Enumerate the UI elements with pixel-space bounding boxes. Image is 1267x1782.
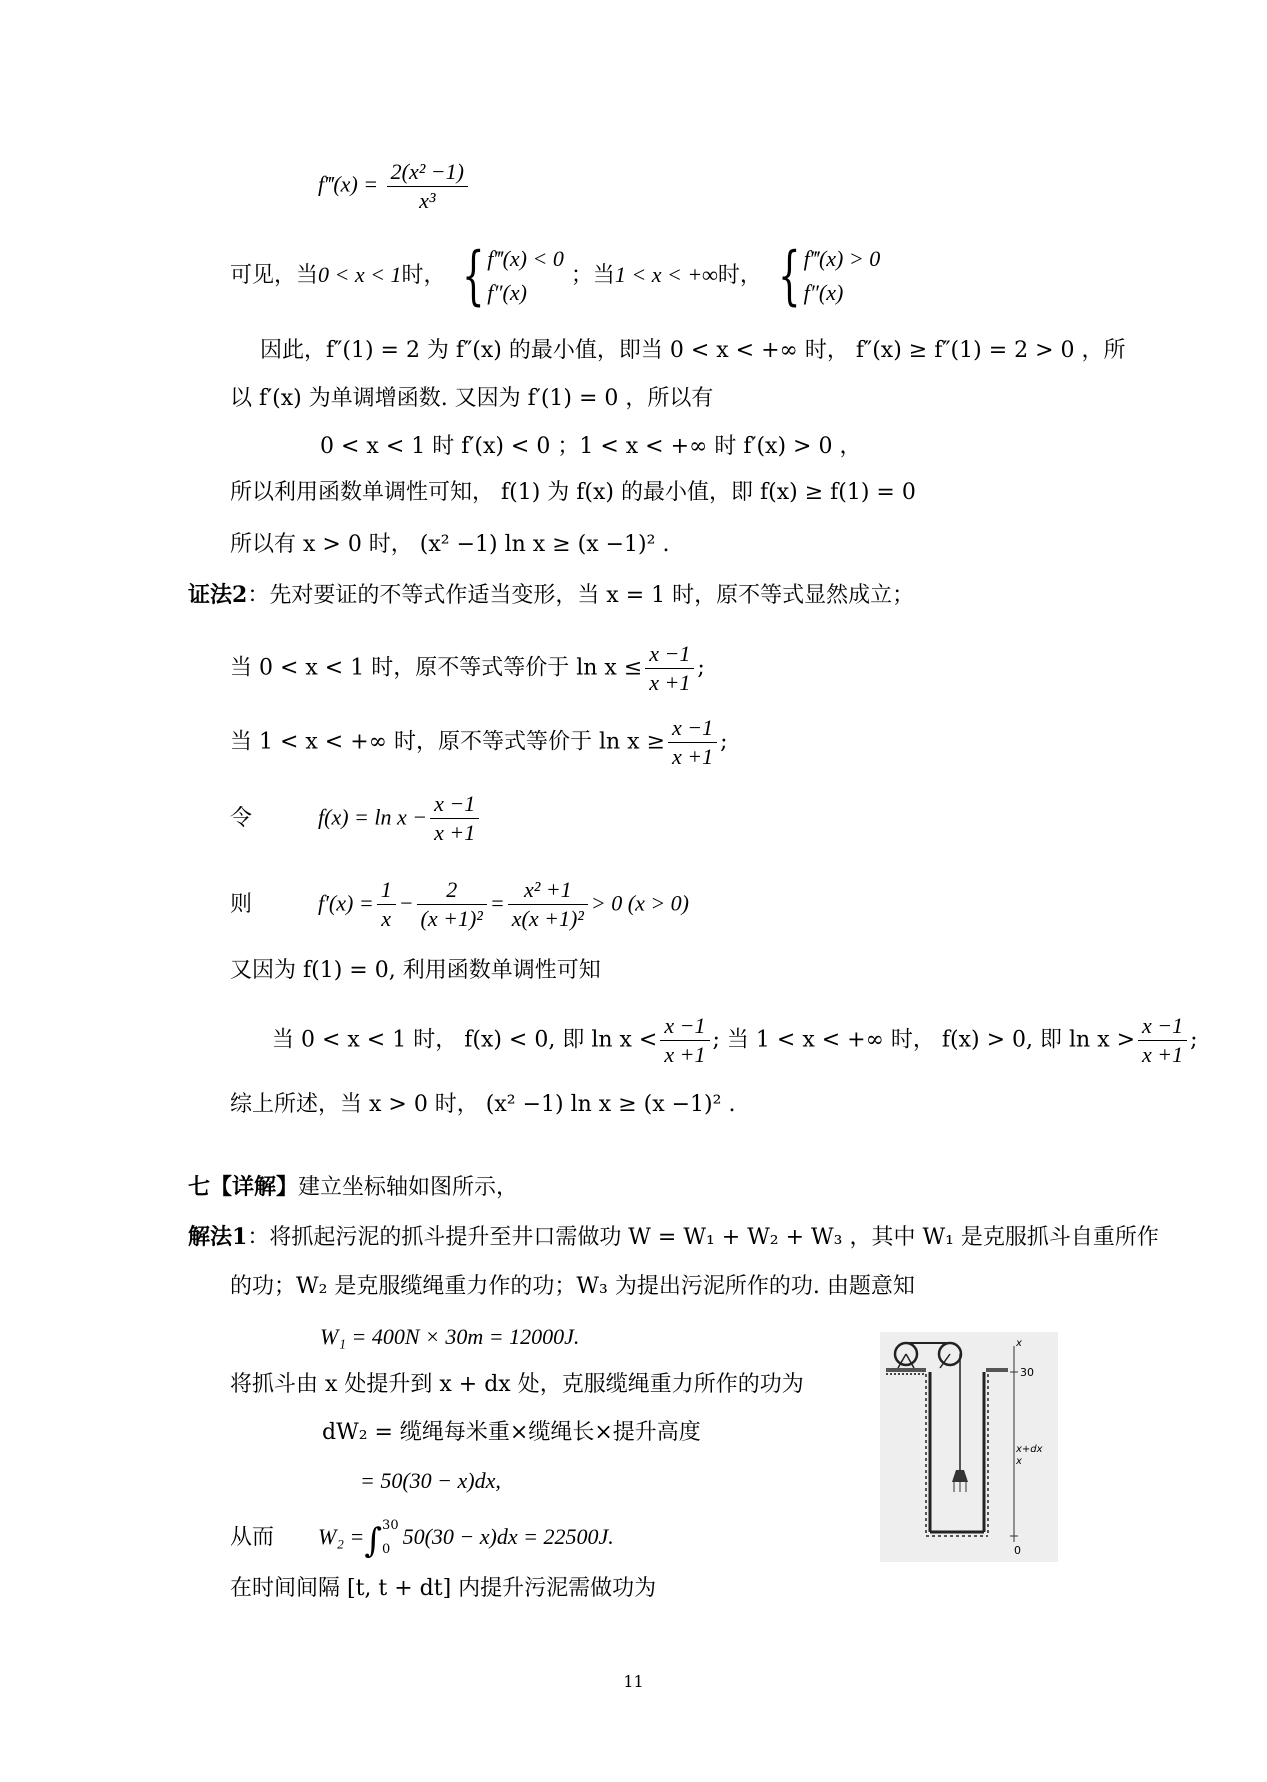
proof2-text: ：先对要证的不等式作适当变形，当 x = 1 时，原不等式显然成立； [247,583,915,608]
proof2-label: 证法2 [188,582,248,608]
figure-label-xdx: x+dx [1016,1444,1043,1455]
formula-f3-numerator: 2(x² −1) [387,158,468,187]
visible-cond1: 0 < x < 1 [318,262,402,287]
hence-line [230,1518,614,1561]
interval-line: 在时间间隔 [t, t + dt] 内提升污泥需做功为 [230,1576,657,1601]
case1-num: x −1 [645,640,694,669]
visible-cond2: 1 < x < +∞ [614,262,718,287]
formula-f3-denominator: x³ [419,188,436,213]
when-num-1: x −1 [660,1012,709,1041]
proof2-line [188,580,914,611]
therefore-line-1: 因此，f″(1) = 2 为 f″(x) 的最小值，即当 0 < x < +∞ 时， f″(x) ≥ f″(1) = 2 > 0 ，所 [260,338,1126,363]
system-1-line-b: f″(x) [487,280,527,305]
then-label: 则 [230,891,253,917]
dw2-line: dW₂ = 缆绳每米重×缆绳长×提升高度 [322,1420,701,1445]
visible-mid: 时， [401,263,446,288]
when-num-2: x −1 [1138,1012,1187,1041]
system-2-line-b: f″(x) [803,280,844,305]
sol1-cont: 的功；W₂ 是克服缆绳重力作的功；W₃ 为提出污泥所作的功. 由题意知 [230,1274,915,1299]
formula-f3-lhs: f‴(x) = [318,171,379,197]
case1-den: x +1 [649,670,691,695]
when-line [272,1012,1198,1069]
formula-f3 [318,158,471,215]
when-semicolon: ; [1190,1027,1198,1053]
case2-line [230,714,728,771]
then-tail: > 0 (x > 0) [590,890,689,916]
summary-line: 综上所述，当 x > 0 时， (x² −1) ln x ≥ (x −1)² . [230,1092,736,1117]
page-number: 11 [623,1672,644,1691]
when-b: ; 当 1 < x < +∞ 时， f(x) > 0, 即 ln x > [712,1027,1136,1053]
case2-num: x −1 [668,714,717,743]
let-expr: f(x) = ln x − [318,804,428,830]
let-label: 令 [230,805,253,831]
sol1-label: 解法1 [188,1224,248,1250]
visible-mid2: 时， [717,263,762,288]
then-f3-den: x(x +1)² [511,906,584,931]
w2-lhs: W₂ = [318,1524,365,1549]
when-den-1: x +1 [664,1042,706,1067]
q7-label: 七【详解】 [188,1174,299,1200]
case1-semicolon: ; [697,655,705,681]
sol1-line [188,1222,1159,1253]
then-f1-num: 1 [377,876,396,905]
then-f2-num: 2 [417,876,487,905]
system-1-line-a: f‴(x) < 0 [487,246,564,271]
system-2-line-a: f‴(x) > 0 [803,246,881,271]
then-f2-den: (x +1)² [420,906,483,931]
then-f1-den: x [381,906,392,931]
w1-line: W₁ = 400N × 30m = 12000J. [320,1324,580,1349]
well-diagram [880,1332,1058,1562]
lift-line: 将抓斗由 x 处提升到 x + dx 处，克服缆绳重力所作的功为 [230,1372,804,1397]
let-den: x +1 [434,820,476,845]
integral-sign-icon: ∫ [364,1521,383,1561]
figure-label-zero: 0 [1014,1544,1021,1557]
again-line: 又因为 f(1) = 0, 利用函数单调性可知 [230,958,601,983]
monotone-line: 所以利用函数单调性可知， f(1) 为 f(x) 的最小值，即 f(x) ≥ f(1) = 0 [230,480,916,505]
visible-line [230,239,881,313]
then-line: 则 f′(x) = $\frac{1}{x}$ − $\frac{2}{\text{(x +1)²}}$ = $\frac{\text{x² +1}}{\text{x(x +1)²}}$ > 0 (x > 0) [230,877,689,931]
w2-lower: 0 [382,1542,391,1557]
conclusion-1: 所以有 x > 0 时， (x² −1) ln x ≥ (x −1)² . [230,532,670,557]
figure-label-x: x [1016,1456,1022,1467]
q7-text: 建立坐标轴如图所示， [298,1175,519,1200]
visible-prefix: 可见，当 [230,263,319,288]
sol1-text: ：将抓起污泥的抓斗提升至井口需做功 W = W₁ + W₂ + W₃ ，其中 W₁ 是克服抓斗自重所作 [247,1225,1159,1250]
case1-line [230,640,705,697]
cases-line: 0 < x < 1 时 f′(x) < 0 ；1 < x < +∞ 时 f′(x) > 0 ， [320,434,862,459]
brace-left-2: { [778,239,801,313]
w2-upper: 30 [382,1518,399,1533]
system-2 [804,242,881,310]
system-1 [487,242,564,310]
well-figure [880,1332,1058,1562]
hence-label: 从而 [230,1525,275,1550]
dw2-eq: = 50(30 − x)dx, [360,1468,501,1493]
w2-rhs: 50(30 − x)dx = 22500J. [402,1524,614,1549]
figure-label-axis: x [1016,1338,1022,1349]
case2-den: x +1 [672,744,714,769]
brace-left-1: { [461,239,485,313]
case2-semicolon: ; [720,729,728,755]
case2-prefix: 当 1 < x < +∞ 时，原不等式等价于 ln x ≥ [230,729,666,755]
case1-prefix: 当 0 < x < 1 时，原不等式等价于 ln x ≤ [230,655,643,681]
visible-sep: ；当 [570,263,615,288]
let-line [230,790,482,847]
therefore-line-2: 以 f′(x) 为单调增函数. 又因为 f′(1) = 0 ，所以有 [230,386,714,411]
figure-label-top: 30 [1020,1366,1034,1379]
then-lhs: f′(x) = [318,890,374,916]
let-num: x −1 [430,790,479,819]
then-f3-num: x² +1 [508,876,588,905]
when-den-2: x +1 [1142,1042,1184,1067]
q7-line [188,1172,518,1203]
when-a: 当 0 < x < 1 时， f(x) < 0, 即 ln x < [272,1027,658,1053]
